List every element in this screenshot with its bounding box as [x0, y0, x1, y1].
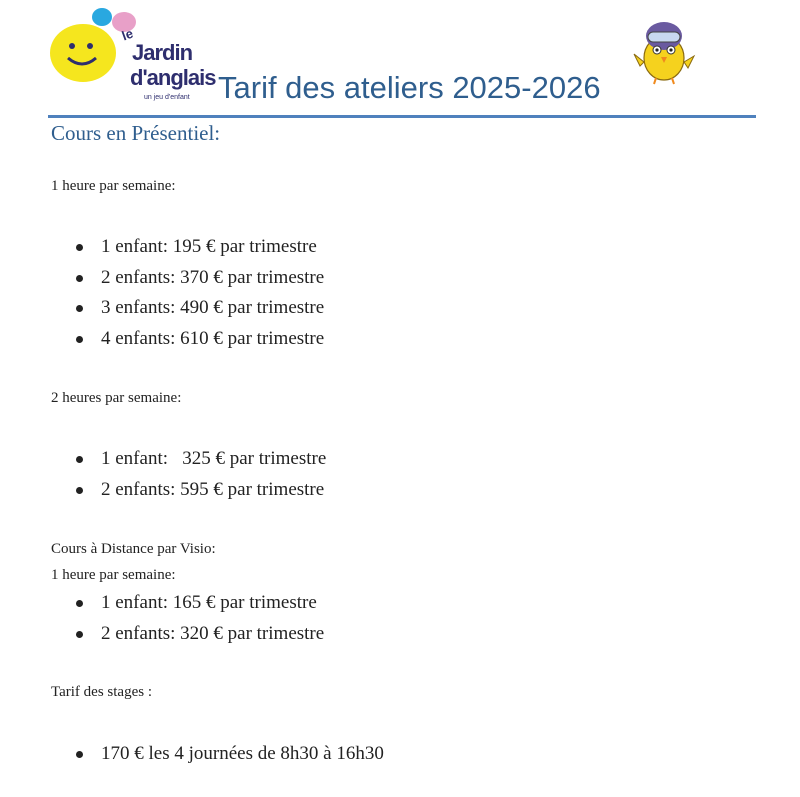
label-one-hour: 1 heure par semaine:	[51, 178, 176, 194]
label-two-hours: 2 heures par semaine:	[51, 390, 182, 406]
list-item: 170 € les 4 journées de 8h30 à 16h30	[0, 739, 384, 770]
list-item: 4 enfants: 610 € par trimestre	[0, 324, 324, 355]
logo-sun-face	[50, 24, 116, 82]
label-distance-hours: 1 heure par semaine:	[51, 567, 176, 583]
list-item: 1 enfant: 325 € par trimestre	[0, 444, 326, 475]
logo-tagline: un jeu d'enfant	[144, 94, 190, 101]
site-logo	[48, 8, 216, 104]
list-one-hour	[0, 232, 324, 354]
label-distance: Cours à Distance par Visio:	[51, 541, 216, 557]
section-heading-presentiel: Cours en Présentiel:	[51, 121, 221, 145]
page-title: Tarif des ateliers 2025-2026	[218, 70, 601, 105]
list-item: 1 enfant: 165 € par trimestre	[0, 588, 324, 619]
label-stages: Tarif des stages :	[51, 684, 153, 700]
title-divider	[48, 115, 756, 118]
list-item: 2 enfants: 320 € par trimestre	[0, 619, 324, 650]
list-item: 1 enfant: 195 € par trimestre	[0, 232, 324, 263]
bird-mascot-icon	[628, 14, 700, 86]
logo-jardin: Jardin	[132, 40, 193, 65]
smile-icon	[50, 24, 116, 82]
list-item: 3 enfants: 490 € par trimestre	[0, 293, 324, 324]
logo-le: le	[119, 25, 136, 44]
logo-danglais: d'anglais	[130, 65, 216, 90]
list-two-hours	[0, 444, 326, 505]
list-stages	[0, 739, 384, 770]
list-distance	[0, 588, 324, 649]
list-item: 2 enfants: 370 € par trimestre	[0, 263, 324, 294]
list-item: 2 enfants: 595 € par trimestre	[0, 475, 326, 506]
